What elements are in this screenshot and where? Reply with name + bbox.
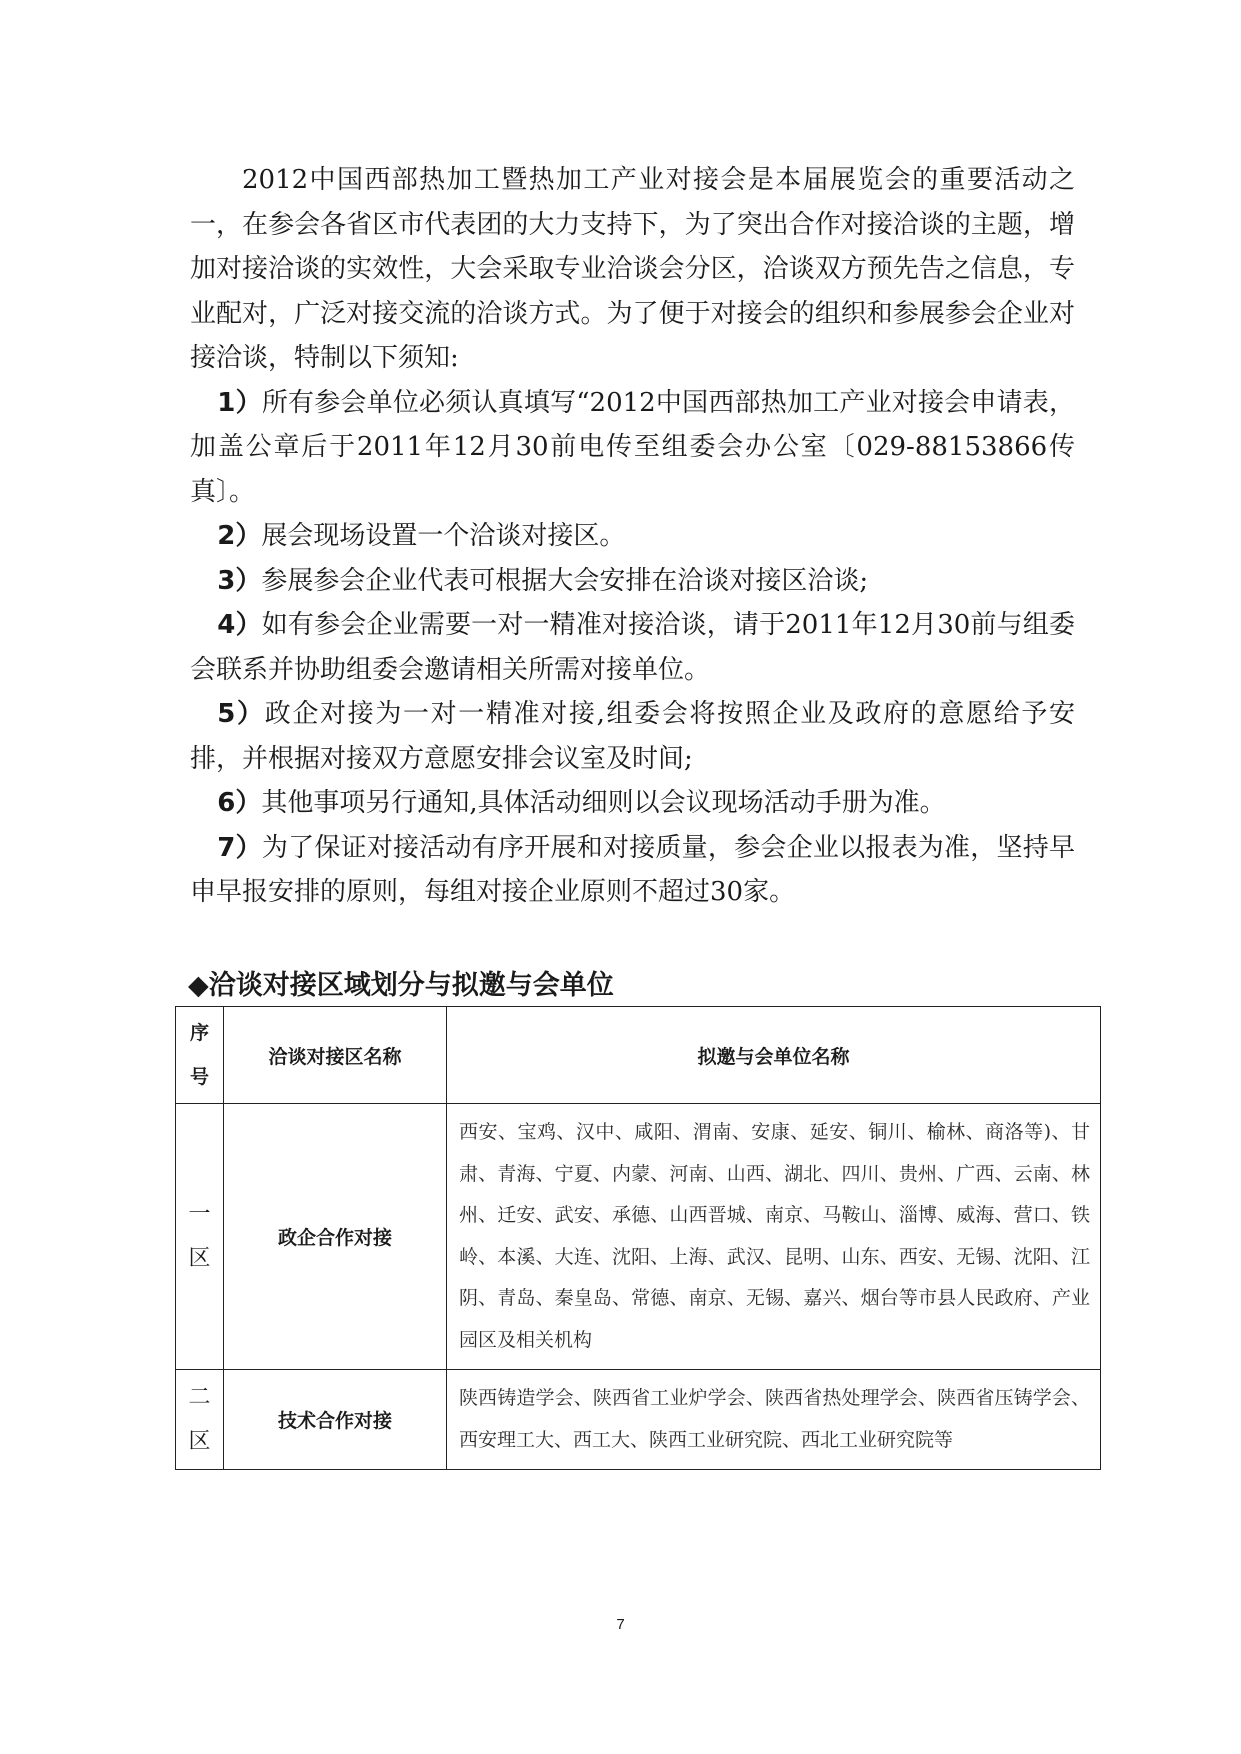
page-number: 7 — [616, 1616, 625, 1633]
header-index — [176, 1007, 224, 1104]
row-index-line1: 二 — [188, 1384, 211, 1410]
row-zone-name: 政企合作对接 — [224, 1104, 447, 1370]
notice-item-1 — [190, 381, 1075, 515]
table-row — [176, 1104, 1101, 1370]
header-index-line1: 序 — [189, 1022, 209, 1044]
header-zone-name: 洽谈对接区名称 — [224, 1007, 447, 1104]
item-text: 其他事项另行通知,具体活动细则以会议现场活动手册为准。 — [261, 788, 946, 818]
row-index — [176, 1104, 224, 1370]
row-index-line2: 区 — [188, 1428, 211, 1454]
item-number: 2） — [217, 521, 262, 551]
table-header-row — [176, 1007, 1101, 1104]
item-text: 如有参会企业需要一对一精准对接洽谈，请于2011年12月30前与组委会联系并协助组委会邀请相关所需对接单位。 — [190, 610, 1076, 685]
intro-paragraph: 2012中国西部热加工暨热加工产业对接会是本届展览会的重要活动之一，在参会各省区市代表团的大力支持下，为了突出合作对接洽谈的主题，增加对接洽谈的实效性，大会采取专业洽谈会分区，洽谈双方预先告之信息，专业配对，广泛对接交流的洽谈方式。为了便于对接会的组织和参展参会企业对接洽谈，特制以下须知: — [190, 165, 1075, 373]
item-text: 参展参会企业代表可根据大会安排在洽谈对接区洽谈; — [261, 565, 869, 596]
item-number: 1） — [217, 387, 262, 418]
row-index — [176, 1370, 224, 1470]
item-number: 3） — [217, 565, 262, 596]
notice-item-7 — [190, 826, 1075, 915]
notice-item-3 — [190, 559, 1075, 604]
item-number: 7） — [217, 832, 262, 863]
row-units: 陕西铸造学会、陕西省工业炉学会、陕西省热处理学会、陕西省压铸学会、西安理工大、西工大、陕西工业研究院、西北工业研究院等 — [447, 1370, 1101, 1470]
item-text: 展会现场设置一个洽谈对接区。 — [261, 521, 626, 551]
row-index-line2: 区 — [188, 1245, 211, 1271]
row-index-line1: 一 — [188, 1201, 211, 1227]
notice-item-2 — [190, 514, 1075, 559]
notice-body — [190, 158, 1075, 915]
zone-table — [175, 1006, 1101, 1470]
notice-item-4 — [190, 603, 1075, 692]
header-units: 拟邀与会单位名称 — [447, 1007, 1101, 1104]
row-zone-name: 技术合作对接 — [224, 1370, 447, 1470]
section-heading: ◆洽谈对接区域划分与拟邀与会单位 — [188, 970, 614, 1001]
notice-item-6 — [190, 781, 1075, 826]
item-text: 政企对接为一对一精准对接,组委会将按照企业及政府的意愿给予安排，并根据对接双方意愿安排会议室及时间; — [190, 699, 1075, 774]
item-number: 5） — [217, 699, 265, 729]
notice-item-5 — [190, 692, 1075, 781]
header-index-line2: 号 — [189, 1066, 209, 1088]
item-number: 6） — [217, 788, 262, 818]
item-text: 为了保证对接活动有序开展和对接质量，参会企业以报表为准，坚持早申早报安排的原则，每组对接企业原则不超过30家。 — [190, 832, 1075, 907]
row-units: 西安、宝鸡、汉中、咸阳、渭南、安康、延安、铜川、榆林、商洛等)、甘肃、青海、宁夏、内蒙、河南、山西、湖北、四川、贵州、广西、云南、林州、迁安、武安、承德、山西晋城、南京、马鞍山、淄博、威海、营口、铁岭、本溪、大连、沈阳、上海、武汉、昆明、山东、西安、无锡、沈阳、江阴、青岛、秦皇岛、常德、南京、无锡、嘉兴、烟台等市县人民政府、产业园区及相关机构 — [447, 1104, 1101, 1370]
table-row — [176, 1370, 1101, 1470]
item-text: 所有参会单位必须认真填写“2012中国西部热加工产业对接会申请表，加盖公章后于2011年12月30前电传至组委会办公室〔029-88153866传真〕。 — [190, 387, 1076, 507]
item-number: 4） — [217, 610, 262, 640]
